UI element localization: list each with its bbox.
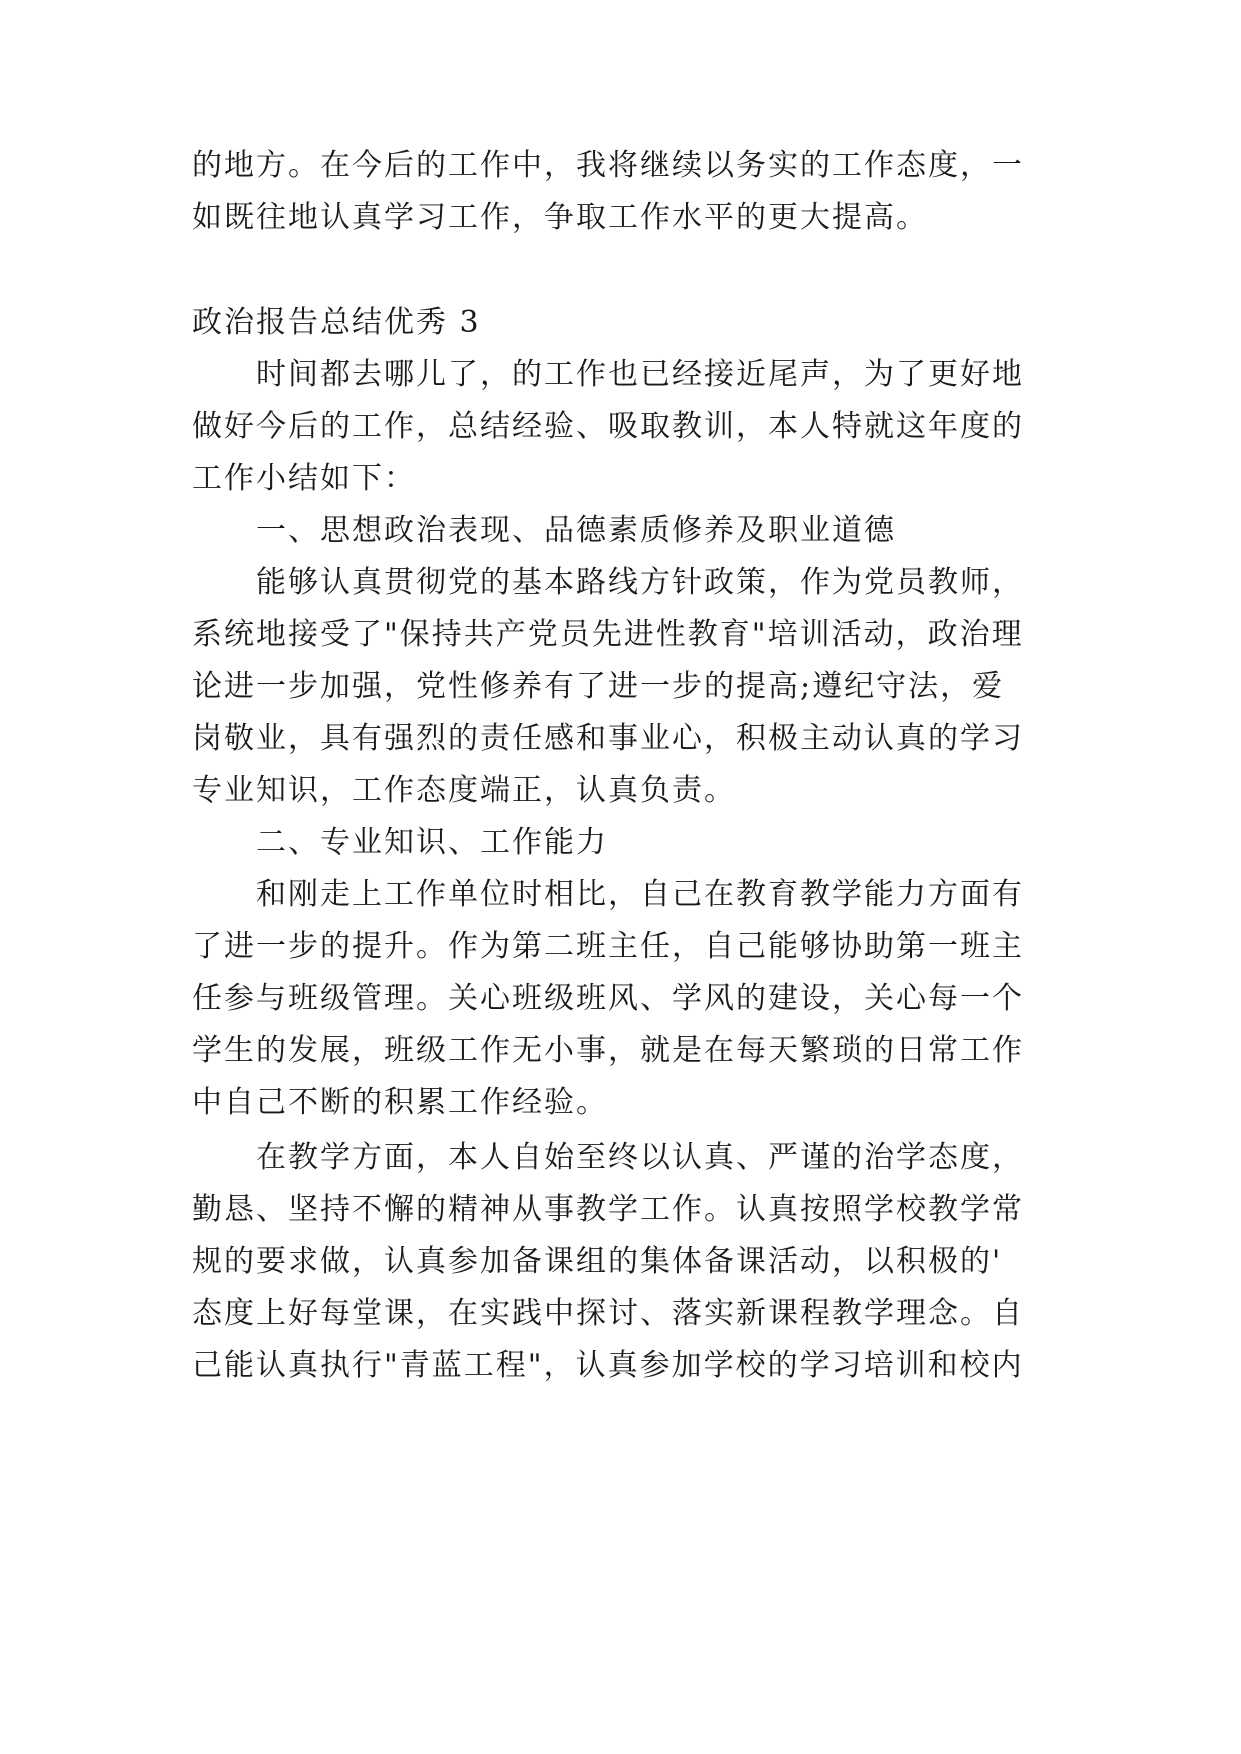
paragraph-line: 规的要求做，认真参加备课组的集体备课活动，以积极的': [192, 1244, 1003, 1279]
paragraph-line: 如既往地认真学习工作，争取工作水平的更大提高。: [192, 200, 928, 235]
paragraph-line: 岗敬业，具有强烈的责任感和事业心，积极主动认真的学习: [192, 721, 1024, 756]
subheading: 一、思想政治表现、品德素质修养及职业道德: [256, 513, 896, 548]
paragraph-line: 勤恳、坚持不懈的精神从事教学工作。认真按照学校教学常: [192, 1192, 1024, 1227]
paragraph-line: 时间都去哪儿了，的工作也已经接近尾声，为了更好地: [256, 357, 1024, 392]
paragraph-line: 系统地接受了"保持共产党员先进性教育"培训活动，政治理: [192, 617, 1024, 652]
paragraph-line: 能够认真贯彻党的基本路线方针政策，作为党员教师，: [256, 565, 1024, 600]
section-heading: 政治报告总结优秀 3: [192, 305, 481, 340]
subheading: 二、专业知识、工作能力: [256, 825, 608, 860]
paragraph-line: 做好今后的工作，总结经验、吸取教训，本人特就这年度的: [192, 409, 1024, 444]
paragraph-line: 态度上好每堂课，在实践中探讨、落实新课程教学理念。自: [192, 1296, 1024, 1331]
paragraph-line: 任参与班级管理。关心班级班风、学风的建设，关心每一个: [192, 981, 1024, 1016]
paragraph-line: 论进一步加强，党性修养有了进一步的提高;遵纪守法，爱: [192, 669, 1005, 704]
paragraph-line: 了进一步的提升。作为第二班主任，自己能够协助第一班主: [192, 929, 1024, 964]
paragraph-line: 己能认真执行"青蓝工程"，认真参加学校的学习培训和校内: [192, 1348, 1024, 1383]
paragraph-line: 和刚走上工作单位时相比，自己在教育教学能力方面有: [256, 877, 1024, 912]
paragraph-line: 的地方。在今后的工作中，我将继续以务实的工作态度，一: [192, 148, 1024, 183]
paragraph-line: 专业知识，工作态度端正，认真负责。: [192, 773, 736, 808]
paragraph-line: 工作小结如下：: [192, 461, 416, 496]
paragraph-line: 中自己不断的积累工作经验。: [192, 1085, 608, 1120]
paragraph-line: 学生的发展，班级工作无小事，就是在每天繁琐的日常工作: [192, 1033, 1024, 1068]
paragraph-line: 在教学方面，本人自始至终以认真、严谨的治学态度，: [256, 1140, 1024, 1175]
